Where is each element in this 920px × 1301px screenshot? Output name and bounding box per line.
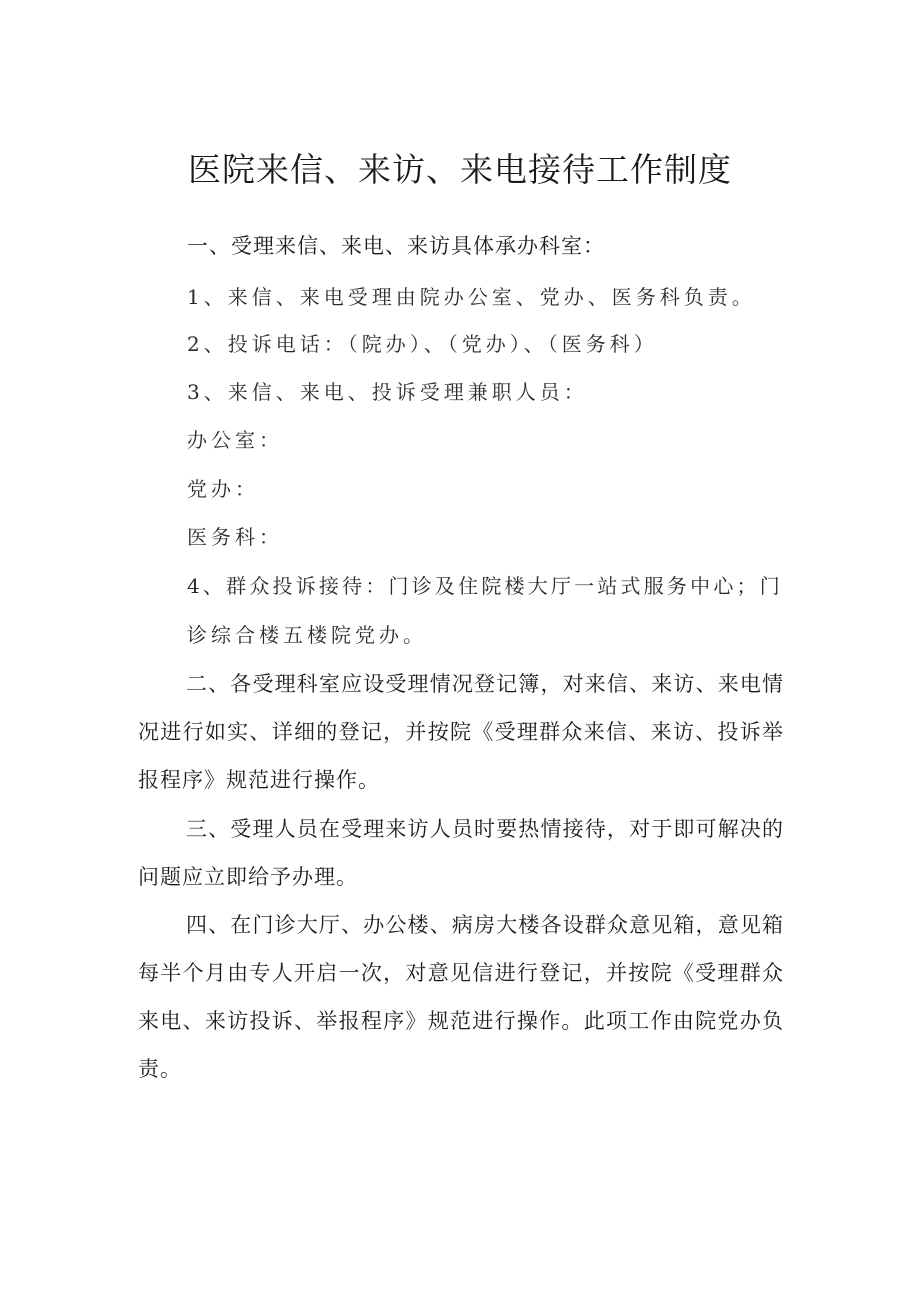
section1-item4-line1: 4、群众投诉接待：门诊及住院楼大厅一站式服务中心；门 [187, 574, 783, 598]
section1-item4-line2: 诊综合楼五楼院党办。 [187, 623, 427, 647]
section1-party-office-label: 党办： [187, 477, 259, 501]
section1-office-label: 办公室： [187, 428, 283, 452]
document-title: 医院来信、来访、来电接待工作制度 [188, 150, 732, 189]
section2-paragraph: 二、各受理科室应设受理情况登记簿，对来信、来访、来电情况进行如实、详细的登记，并按院《受理群众来信、来访、投诉举报程序》规范进行操作。 [138, 672, 784, 792]
section1-heading: 一、受理来信、来电、来访具体承办科室： [187, 234, 605, 258]
section1-item3: 3、来信、来电、投诉受理兼职人员： [187, 380, 588, 404]
section4-paragraph: 四、在门诊大厅、办公楼、病房大楼各设群众意见箱，意见箱每半个月由专人开启一次，对意见信进行登记，并按院《受理群众来电、来访投诉、举报程序》规范进行操作。此项工作由院党办负责。 [138, 913, 784, 1081]
section1-item2: 2、投诉电话：（院办）、（党办）、（医务科） [187, 332, 658, 356]
section1-item1: 1、来信、来电受理由院办公室、党办、医务科负责。 [187, 285, 756, 309]
section1-medical-affairs-label: 医务科： [187, 525, 283, 549]
section3-paragraph: 三、受理人员在受理来访人员时要热情接待，对于即可解决的问题应立即给予办理。 [138, 817, 784, 889]
